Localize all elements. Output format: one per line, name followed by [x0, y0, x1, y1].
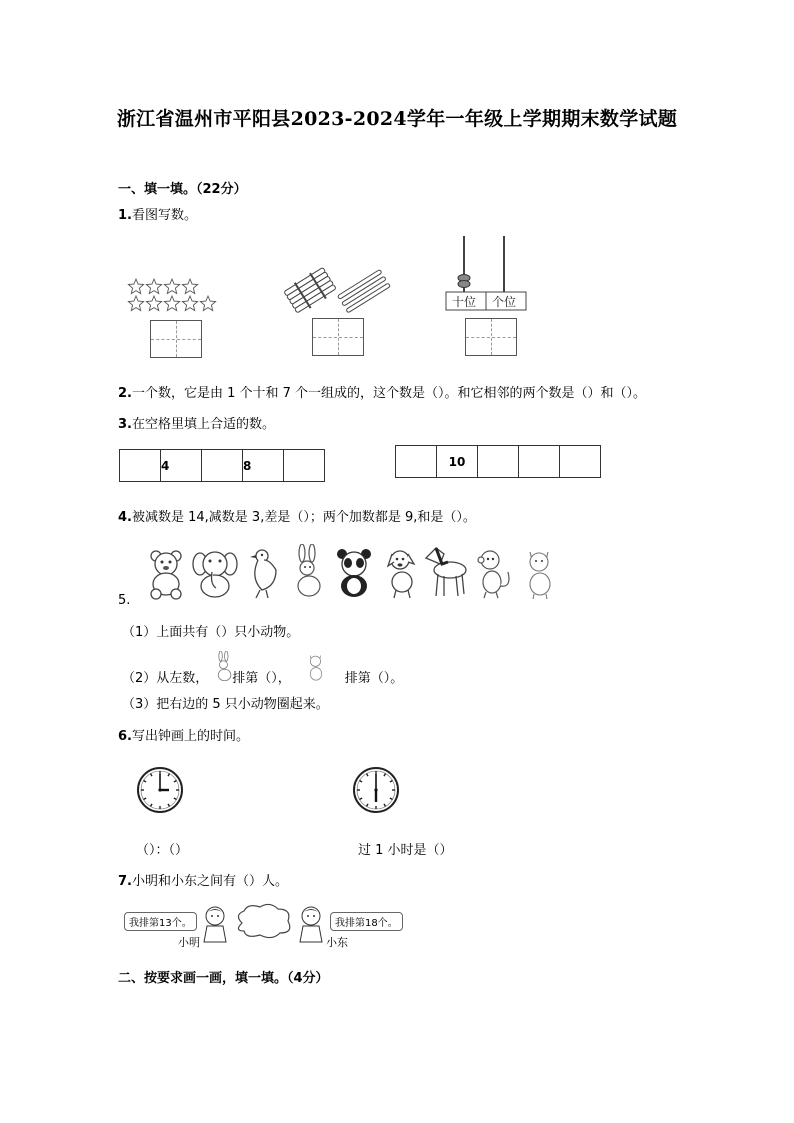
question-5-part-2-rabbit: 排第（），	[232, 671, 291, 686]
star-icon	[200, 296, 215, 311]
question-4	[118, 509, 476, 527]
question-6-text: 写出钟画上的时间。	[131, 729, 249, 744]
clock-icon	[352, 766, 400, 814]
question-2	[118, 385, 646, 403]
sticks-bundle-image	[282, 262, 392, 314]
number-sequence-2	[395, 445, 601, 478]
boy-xiaodong-icon	[296, 904, 326, 944]
question-5-part-2	[122, 670, 403, 688]
question-1-number: 1.	[118, 208, 132, 223]
rabbit-icon	[288, 544, 328, 600]
question-4-number: 4.	[118, 510, 132, 525]
section-1-heading: 一、填一填。（22分）	[118, 182, 247, 197]
sequence-1-cell: 4	[161, 450, 202, 481]
sequence-2-cell[interactable]	[396, 446, 437, 477]
star-icon	[128, 279, 143, 294]
number-sequence-1	[119, 449, 325, 482]
question-6	[118, 728, 249, 746]
question-7-number: 7.	[118, 874, 132, 889]
question-5-part-1: （1）上面共有（）只小动物。	[122, 625, 300, 640]
sequence-1-cell[interactable]	[202, 450, 243, 481]
rabbit-small-icon	[212, 651, 236, 683]
question-6-answer-2[interactable]: 过 1 小时是（）	[358, 843, 453, 858]
question-6-number: 6.	[118, 729, 132, 744]
star-icon	[146, 296, 161, 311]
sequence-2-cell[interactable]	[519, 446, 560, 477]
monkey-icon	[474, 544, 514, 600]
page-title: 浙江省温州市平阳县2023-2024学年一年级上学期期末数学试题	[116, 108, 678, 130]
question-5-part-2-lead: （2）从左数，	[122, 671, 209, 686]
xiaoming-label: 小明	[178, 936, 200, 949]
question-1	[118, 207, 197, 225]
star-icon	[182, 279, 197, 294]
question-4-text: 被减数是 14,减数是 3,差是（）；两个加数都是 9,和是（）。	[131, 510, 476, 525]
sequence-1-cell: 8	[243, 450, 284, 481]
question-5-part-2-cat: 排第（）。	[344, 671, 404, 686]
star-icon	[164, 279, 179, 294]
abacus-label-tens: 十位	[452, 295, 477, 309]
cat-small-icon	[304, 651, 328, 683]
sequence-2-cell[interactable]	[560, 446, 600, 477]
answer-box-stars[interactable]	[150, 320, 202, 358]
star-icon	[164, 296, 179, 311]
horse-icon	[422, 544, 470, 600]
question-2-number: 2.	[118, 386, 132, 401]
elephant-icon	[192, 544, 238, 600]
question-3-number: 3.	[118, 417, 132, 432]
sequence-1-cell[interactable]	[120, 450, 161, 481]
thought-cloud-icon	[232, 903, 294, 939]
question-7	[118, 873, 288, 891]
boy-xiaoming-icon	[200, 904, 230, 944]
question-3-text: 在空格里填上合适的数。	[131, 417, 275, 432]
cat-icon	[520, 544, 560, 600]
star-icon	[182, 296, 197, 311]
question-7-text: 小明和小东之间有（）人。	[131, 874, 288, 889]
star-icon	[128, 296, 143, 311]
bird-icon	[246, 544, 286, 600]
panda-icon	[334, 544, 374, 600]
question-5-part-3: （3）把右边的 5 只小动物圈起来。	[122, 697, 329, 712]
stars-image	[122, 276, 222, 316]
sequence-2-cell: 10	[437, 446, 478, 477]
question-5-number: 5.	[118, 593, 131, 608]
sequence-2-cell[interactable]	[478, 446, 519, 477]
xiaoming-speech-bubble: 我排第13个。	[124, 912, 197, 931]
section-2-heading: 二、按要求画一画，填一填。（4分）	[118, 971, 329, 986]
question-2-text: 一个数，它是由 1 个十和 7 个一组成的，这个数是（）。和它相邻的两个数是（）和（）。	[131, 386, 647, 401]
teddy-bear-icon	[146, 544, 186, 600]
question-3	[118, 416, 275, 434]
abacus-image	[444, 236, 528, 312]
question-6-answer-1[interactable]: （）：（）	[136, 843, 189, 858]
clock-icon	[136, 766, 184, 814]
question-1-text: 看图写数。	[131, 208, 197, 223]
answer-box-sticks[interactable]	[312, 318, 364, 356]
dog-icon	[382, 544, 422, 600]
xiaodong-label: 小东	[326, 936, 348, 949]
xiaodong-speech-bubble: 我排第18个。	[330, 912, 403, 931]
abacus-label-ones: 个位	[492, 295, 517, 309]
sequence-1-cell[interactable]	[284, 450, 324, 481]
answer-box-abacus[interactable]	[465, 318, 517, 356]
star-icon	[146, 279, 161, 294]
